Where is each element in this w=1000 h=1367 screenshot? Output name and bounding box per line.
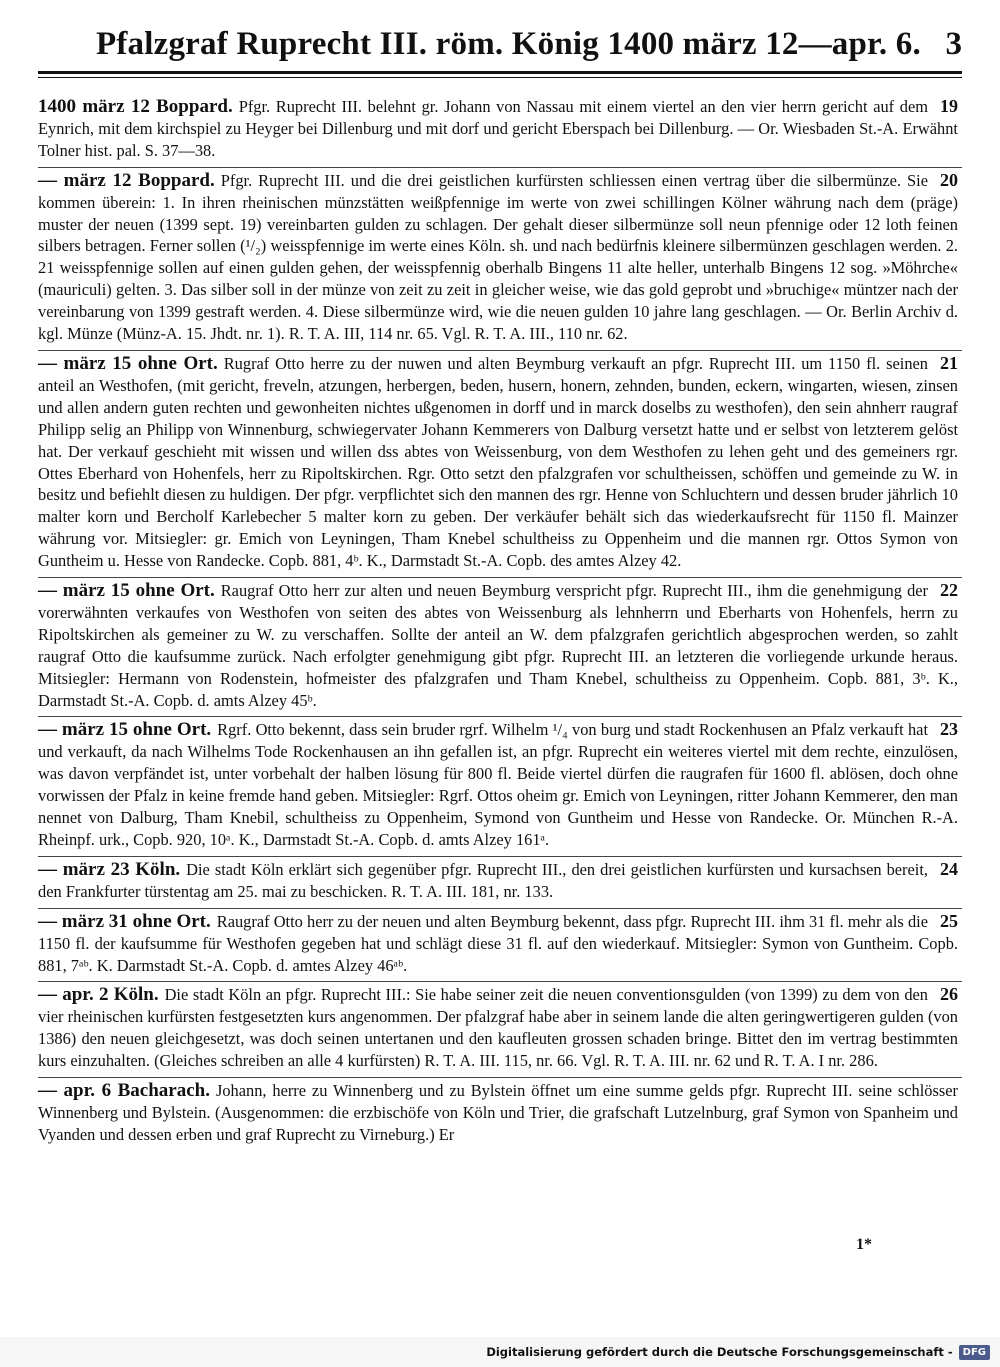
regest-entry [38, 911, 962, 980]
entry-text: Rugraf Otto herre zu der nuwen und alten Beymburg verkauft an pfgr. Ruprecht III. um 1150 fl. seinen anteil an Westhofen, (mit gericht, freveln, atzungen, herbergen, beden, husern, honern, zehnden, bunden, eckern, wingarten, wiesen, zinsen und allen andern guten rechten und gewonheiten nichtes ußgenomen in dorff und in marck doselbs zu westhofen), den sein ahnherr raugraf Philipp selig an Philipp von Winnenburg, schwiegervater Johann Kemmerers von Dalburg versetzt hatte und er selbst von letzterem gelöst hat. Der verkauf geschieht mit wissen und willen dss abtes von Weissenburg, von dem Westhofen zu lehen geht und des gemeiners rgr. Ottes Eberhard von Hohenfels, herr zu Ripoltskirchen. Rgr. Otto setzt den pfalzgrafen vor schultheissen, schöffen und gemeinde zu W. in besitz und befiehlt diesen zu huldigen. Der pfgr. verpflichtet sich den mannen des rgr. Henne von Schluchtern und dessen bruder jährlich 10 malter korn und Bercholf Karlebecher 5 malter korn zu geben. Der verkäufer behält sich das wiederkaufsrecht für 1150 fl. Mainzer währung vor. Mitsiegler: gr. Emich von Leyningen, Tham Knebel schultheiss zu Oppenheim und die mannen rgr. Ottos Symon von Guntheim u. Hesse von Randecke. Copb. 881, 4ᵇ. K., Darmstadt St.-A. Copb. des amtes Alzey 42. [38, 353, 958, 571]
entry-heading: — apr. 2 Köln. [38, 984, 159, 1006]
entry-divider [38, 350, 962, 351]
running-title: Pfalzgraf Ruprecht III. röm. König 1400 märz 12—apr. 6. [96, 26, 921, 62]
entry-divider [38, 908, 962, 909]
entry-divider [38, 577, 962, 578]
entry-heading: 1400 märz 12 Boppard. [38, 96, 233, 117]
entry-text: Die stadt Köln erklärt sich gegenüber pfgr. Ruprecht III., den drei geistlichen kurfürsten und kursachsen bereit, den Frankfurter türstentag am 25. mai zu beschicken. R. T. A. III. 181, nr. 133. [38, 859, 928, 901]
regest-entry [38, 859, 962, 906]
regest-entry [38, 719, 962, 853]
entry-text: Rgrf. Otto bekennt, dass sein bruder rgrf. Wilhelm ¹/₄ von burg und stadt Rockenhusen an Pfalz verkauft hat und verkauft, da nach Wilhelms Tode Rockenhausen an ihn gefallen ist, an pfgr. Ruprecht ein weiteres viertel mit dem rechte, einzulösen, was davon verpfändet ist, unter vorbehalt der halben lösung für 800 fl. Beide viertel dürfen die raugrafen für 1600 fl. ablösen, doch ohne vorwissen der Pfalz in keine fremde hand geben. Mitsiegler: Rgrf. Ottos oheim gr. Emich von Leyningen, ritter Johann Kemmerer, den man nennet von Dalburg, Tham Knebil, schultheiss zu Oppenheim, Symond von Guntheim und Hesse von Randecke. Or. München R.-A. Rheinpf. urk., Copb. 920, 10ᵃ. K., Darmstadt St.-A. Copb. d. amts Alzey 161ᵃ. [38, 720, 958, 849]
entry-text: Pfgr. Ruprecht III. belehnt gr. Johann von Nassau mit einem viertel an den vier herrn gericht auf dem Eynrich, mit dem kirchspiel zu Heyger bei Dillenburg und mit dorf und gericht Eberspach bei Dillenburg. — Or. Wiesbaden St.-A. Erwähnt Tolner hist. pal. S. 37—38. [38, 97, 958, 160]
entry-heading: — märz 12 Boppard. [38, 169, 215, 191]
entry-number: 19 [940, 96, 958, 116]
regest-entry [38, 96, 962, 165]
entry-heading: — märz 15 ohne Ort. [38, 719, 212, 741]
signature-mark: 1* [856, 1236, 872, 1253]
entry-heading: — märz 23 Köln. [38, 858, 181, 880]
regesta-list [38, 96, 962, 1154]
regest-entry [38, 1080, 962, 1149]
regest-entry [38, 580, 962, 714]
entry-text: Raugraf Otto herr zu der neuen und alten Beymburg bekennt, dass pfgr. Ruprecht III. ihm 31 fl. mehr als die 1150 fl. der kaufsumme für Westhofen gegeben hat und schlägt diese 31 fl. auf den wiederkauf. Mitsiegler: Symon von Guntheim. Copb. 881, 7ᵃᵇ. K. Darmstadt St.-A. Copb. d. amtes Alzey 46ᵃᵇ. [38, 911, 958, 975]
entry-number: 20 [940, 169, 958, 190]
regest-entry [38, 353, 962, 575]
entry-heading: — apr. 6 Bacharach. [38, 1080, 210, 1102]
entry-number: 24 [940, 858, 958, 879]
dfg-logo-icon: DFG [959, 1345, 990, 1360]
entry-heading: — märz 15 ohne Ort. [38, 580, 215, 602]
entry-number: 21 [940, 352, 958, 373]
entry-divider [38, 167, 962, 168]
regest-entry [38, 984, 962, 1075]
entry-divider [38, 716, 962, 717]
entry-divider [38, 981, 962, 982]
entry-divider [38, 1077, 962, 1078]
regest-entry [38, 170, 962, 348]
entry-number: 26 [940, 984, 958, 1005]
entry-text: Johann, herre zu Winnenberg und zu Bylstein öffnet um eine summe gelds pfgr. Ruprecht III. seine schlösser Winnenberg und Bylstein. (Ausgenommen: die erzbischöfe von Köln und Trier, die grafschaft Lutzelnburg, graf Symon von Spanheim und Vyanden und dessen erben und graf Ruprecht zu Virneburg.) Er [38, 1081, 958, 1144]
funding-notice: Digitalisierung gefördert durch die Deutsche Forschungsgemeinschaft - [486, 1345, 953, 1359]
entry-text: Raugraf Otto herr zur alten und neuen Beymburg verspricht pfgr. Ruprecht III., ihm die genehmigung der vorerwähnten verkaufes von Westhofen von seiten des abtes von Weissenburg als lehnherrn und Eberharts von Hohenfels, herrn zu Ripoltskirchen als gemeiner zu W. zu verschaffen. Sollte der anteil an W. dem pfalzgrafen gerichtlich abgesprochen werden, so zahlt raugraf Otto die kaufsumme zurück. Nach erfolgter genehmigung gibt pfgr. Ruprecht III. an letzteren die vorliegende urkunde heraus. Mitsiegler: Hermann von Rodenstein, hofmeister des pfalzgrafen und Tham Knebel, schultheiss zu Oppenheim. Copb. 881, 3ᵇ. K., Darmstadt St.-A. Copb. d. amts Alzey 45ᵇ. [38, 581, 958, 710]
header-rule-thick [38, 71, 962, 74]
entry-heading: — märz 31 ohne Ort. [38, 910, 211, 932]
entry-heading: — märz 15 ohne Ort. [38, 352, 218, 374]
page-number: 3 [945, 26, 962, 62]
header-rule-thin [38, 77, 962, 78]
entry-number: 23 [940, 719, 958, 740]
entry-text: Pfgr. Ruprecht III. und die drei geistlichen kurfürsten schliessen einen vertrag über die silbermünze. Sie kommen überein: 1. In ihren rheinischen münzstätten weißpfennige im werte von zwei schillingen Kölner währung nach dem (präge) muster der neuen (1399 sept. 19) vereinbarten gulden zu schlagen. Der gehalt dieser silbermünze soll neun pfennige oder 12 loth feinen silbers betragen. Ferner sollen (¹/₂) weisspfennige im werte eines Köln. sh. und nach bedürfnis kleinere silbermünzen geschlagen werden. 2. 21 weisspfennige sollen auf einen gulden gehen, der weisspfennig oberhalb Bingens 11 alte heller, unterhalb Bingens 12 sog. »Möhrche« (mauriculi) gelten. 3. Das silber soll in der münze von zeit zu zeit in gleicher weise, wie das gold geprobt und »bruchige« müntzer nach der vereinbarung von 1399 gestraft werden. 4. Diese silbermünze wird, wie die neuen gulden 10 jahre lang geschlagen. — Or. Berlin Archiv d. kgl. Münze (Münz-A. 15. Jhdt. nr. 1). R. T. A. III, 114 nr. 65. Vgl. R. T. A. III., 110 nr. 62. [38, 170, 958, 344]
entry-text: Die stadt Köln an pfgr. Ruprecht III.: Sie habe seiner zeit die neuen conventionsgulden (von 1399) zu dem von den vier rheinischen kurfürsten festgesetzten kurs angenommen. Der pfalzgraf habe aber in seinem lande die alten geringwertigeren gulden (von 1386) den neuen gleichgesetzt, was doch seinen untertanen und den kaufleuten grossen schaden bringe. Bittet den im vertrag bestimmten kurs einzuhalten. (Gleiches schreiben an alle 4 kurfürsten) R. T. A. III. 115, nr. 66. Vgl. R. T. A. III. nr. 62 und R. T. A. I nr. 286. [38, 985, 958, 1071]
digitization-footer [0, 1337, 1000, 1367]
page-header [38, 26, 962, 70]
entry-number: 25 [940, 910, 958, 931]
entry-divider [38, 856, 962, 857]
entry-number: 22 [940, 580, 958, 601]
